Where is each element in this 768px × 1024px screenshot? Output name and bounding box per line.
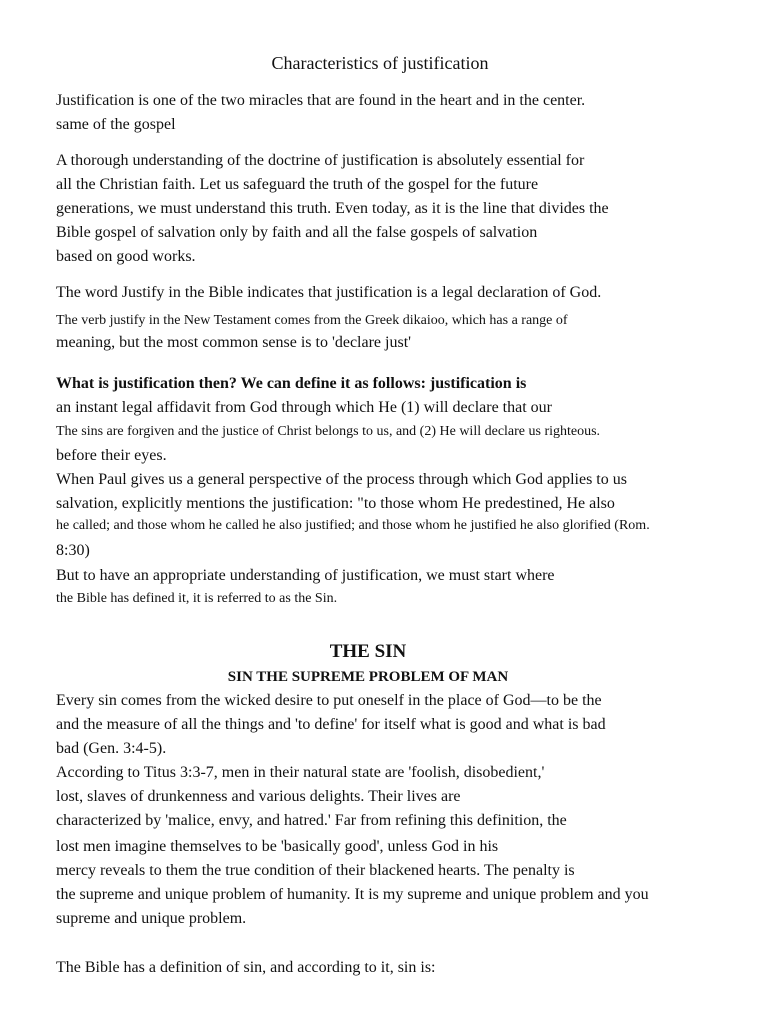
text-line: The sins are forgiven and the justice of Christ belongs to us, and (2) He will declare us righteous. <box>56 424 601 439</box>
text-line: the Bible has defined it, it is referred to as the Sin. <box>56 591 338 606</box>
text-line: The word Justify in the Bible indicates that justification is a legal declaration of God. <box>56 284 602 301</box>
text-line: lost, slaves of drunkenness and various delights. Their lives are <box>56 788 461 805</box>
text-line: The verb justify in the New Testament comes from the Greek dikaioo, which has a range of <box>56 313 568 328</box>
text-line: all the Christian faith. Let us safeguard the truth of the gospel for the future <box>56 176 539 193</box>
text-line: According to Titus 3:3-7, men in their natural state are 'foolish, disobedient,' <box>56 764 545 781</box>
text-line: he called; and those whom he called he also justified; and those whom he justified he also glorified (Rom. <box>56 518 650 533</box>
text-line: 8:30) <box>56 542 90 559</box>
text-line: and the measure of all the things and 'to define' for itself what is good and what is bad <box>56 716 606 733</box>
text-line: based on good works. <box>56 248 196 265</box>
text-line: generations, we must understand this truth. Even today, as it is the line that divides the <box>56 200 609 217</box>
text-line: characterized by 'malice, envy, and hatred.' Far from refining this definition, the <box>56 812 567 829</box>
text-line: A thorough understanding of the doctrine of justification is absolutely essential for <box>56 152 585 169</box>
text-line: supreme and unique problem. <box>56 910 247 927</box>
text-line: meaning, but the most common sense is to 'declare just' <box>56 334 412 351</box>
text-line: Bible gospel of salvation only by faith and all the false gospels of salvation <box>56 224 538 241</box>
section-heading: THE SIN <box>329 641 407 662</box>
text-line: The Bible has a definition of sin, and according to it, sin is: <box>56 959 436 976</box>
text-line: Every sin comes from the wicked desire to put oneself in the place of God—to be the <box>56 692 602 709</box>
text-line: lost men imagine themselves to be 'basically good', unless God in his <box>56 838 499 855</box>
text-line: mercy reveals to them the true condition of their blackened hearts. The penalty is <box>56 862 575 879</box>
text-line: But to have an appropriate understanding of justification, we must start where <box>56 567 555 584</box>
text-line: same of the gospel <box>56 116 176 133</box>
text-line: When Paul gives us a general perspective of the process through which God applies to us <box>56 471 627 488</box>
text-line: before their eyes. <box>56 447 167 464</box>
text-line: the supreme and unique problem of humanity. It is my supreme and unique problem and you <box>56 886 649 903</box>
text-line: bad (Gen. 3:4-5). <box>56 740 167 757</box>
document-title: Characteristics of justification <box>271 53 489 73</box>
text-line: an instant legal affidavit from God through which He (1) will declare that our <box>56 399 552 416</box>
bold-text-line: What is justification then? We can define it as follows: justification is <box>56 375 527 392</box>
section-subheading: SIN THE SUPREME PROBLEM OF MAN <box>227 669 509 685</box>
text-line: salvation, explicitly mentions the justification: "to those whom He predestined, He also <box>56 495 615 512</box>
text-line: Justification is one of the two miracles that are found in the heart and in the center. <box>56 92 586 109</box>
